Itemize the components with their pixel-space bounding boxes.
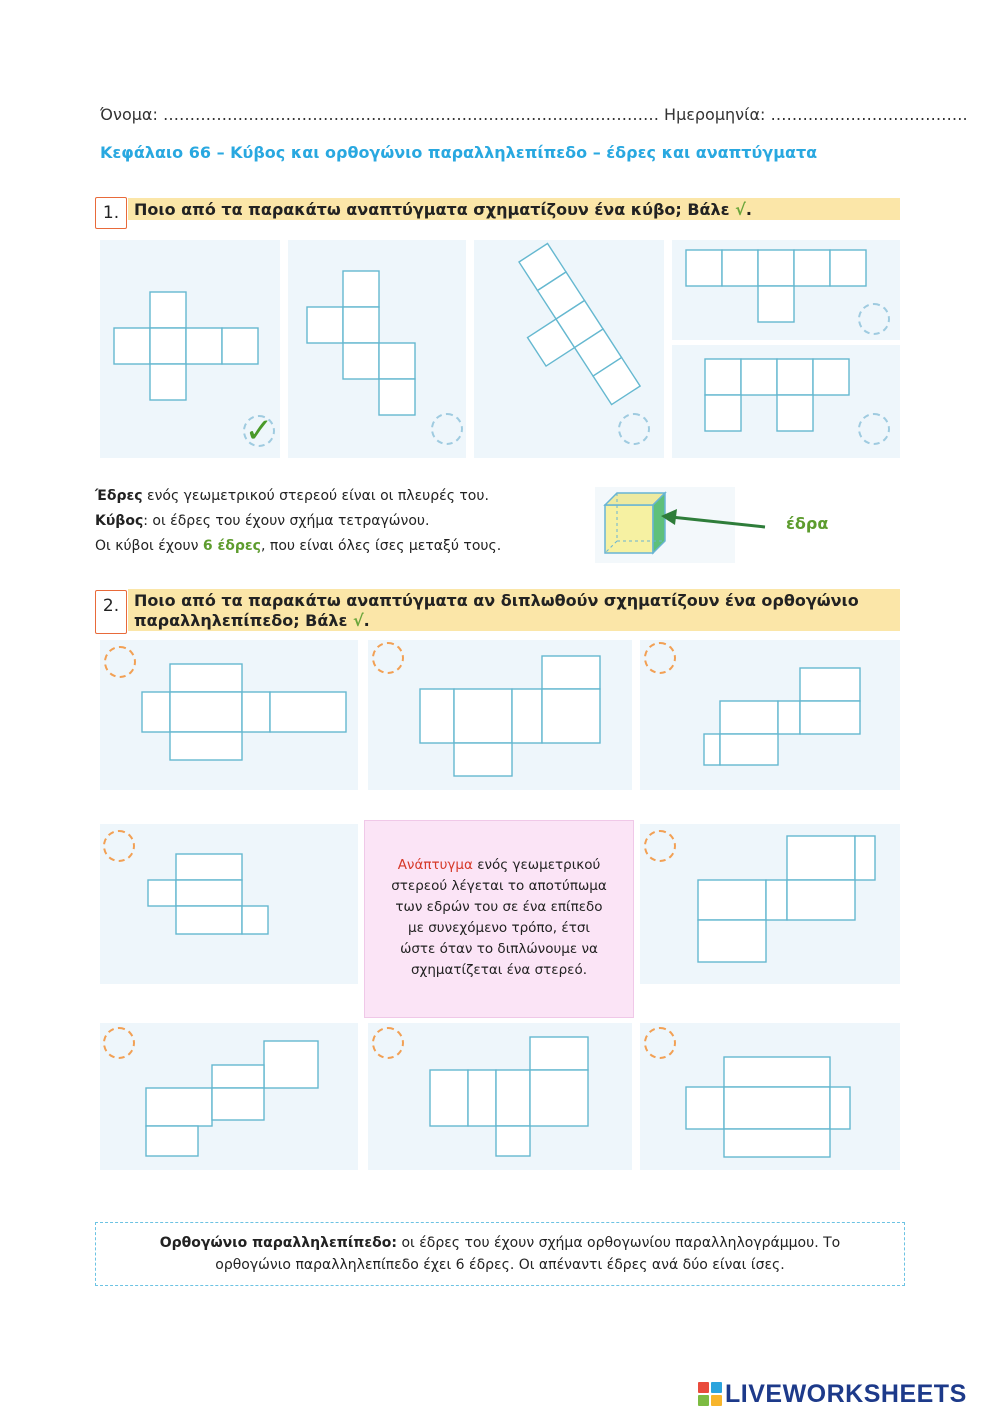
faces-definition bbox=[95, 488, 489, 504]
answer-circle-3[interactable] bbox=[618, 413, 650, 445]
box-net-option-8 bbox=[640, 1023, 900, 1170]
net-definition-line-3: των εδρών του σε ένα επίπεδο bbox=[395, 899, 603, 915]
logo-icon bbox=[698, 1382, 722, 1406]
question-1-label: Ποιο από τα παρακάτω αναπτύγματα σχηματίζουν ένα κύβο; Βάλε bbox=[134, 200, 730, 219]
answer-circle-13[interactable] bbox=[644, 1027, 676, 1059]
cube-net-option-2 bbox=[288, 240, 466, 458]
cube-definition bbox=[95, 513, 429, 529]
answer-circle-2[interactable] bbox=[431, 413, 463, 445]
header-line bbox=[100, 105, 968, 124]
question-2-text bbox=[128, 589, 900, 631]
box-net-option-2 bbox=[368, 640, 632, 790]
cube-net-option-3 bbox=[474, 240, 664, 458]
net-definition-line-6: σχηματίζεται ένα στερεό. bbox=[410, 962, 588, 978]
chapter-title: Κεφάλαιο 66 – Κύβος και ορθογώνιο παραλληλεπίπεδο – έδρες και αναπτύγματα bbox=[100, 143, 818, 162]
cube-faces-number: 6 έδρες bbox=[202, 538, 261, 554]
faces-term: Έδρες bbox=[95, 488, 143, 504]
logo-text: LIVEWORKSHEETS bbox=[725, 1379, 967, 1408]
cuboid-definition-line-1 bbox=[96, 1232, 904, 1254]
date-input-dots[interactable]: ………………………………. bbox=[770, 105, 968, 124]
net-definition-box bbox=[364, 820, 634, 1018]
net-definition-line-5: ώστε όταν το διπλώνουμε να bbox=[400, 941, 598, 957]
name-input-dots[interactable]: ………………………………………………………………………………… bbox=[162, 105, 659, 124]
net-term: Ανάπτυγμα bbox=[397, 857, 473, 873]
question-2-end: . bbox=[363, 611, 370, 630]
cuboid-definition-box bbox=[95, 1222, 905, 1286]
box-net-option-1 bbox=[100, 640, 358, 790]
cuboid-definition-rest: οι έδρες του έχουν σχήμα ορθογωνίου παραλληλογράμμου. Το bbox=[397, 1235, 841, 1251]
question-2-line-1: Ποιο από τα παρακάτω αναπτύγματα αν διπλωθούν σχηματίζουν ένα ορθογώνιο bbox=[134, 591, 859, 610]
box-net-6-drawing bbox=[100, 1023, 358, 1170]
check-symbol-2: √ bbox=[352, 611, 364, 630]
date-label: Ημερομηνία: bbox=[664, 105, 766, 124]
box-net-7-drawing bbox=[368, 1023, 632, 1170]
faces-definition-text: ενός γεωμετρικού στερεού είναι οι πλευρές του. bbox=[142, 488, 489, 504]
box-net-2-drawing bbox=[368, 640, 632, 790]
box-net-option-4 bbox=[100, 824, 358, 984]
liveworksheets-logo bbox=[698, 1381, 967, 1407]
cube-net-option-5 bbox=[672, 345, 900, 458]
box-net-option-7 bbox=[368, 1023, 632, 1170]
box-net-3-drawing bbox=[640, 640, 900, 790]
answer-circle-1[interactable] bbox=[243, 411, 275, 451]
answer-circle-4[interactable] bbox=[858, 303, 890, 335]
answer-circle-12[interactable] bbox=[372, 1027, 404, 1059]
cuboid-term: Ορθογώνιο παραλληλεπίπεδο: bbox=[159, 1235, 397, 1251]
name-label: Όνομα: bbox=[100, 105, 158, 124]
checkmark-icon: ✓ bbox=[244, 411, 274, 451]
cube-faces-count bbox=[95, 538, 501, 554]
net-definition-line-1 bbox=[365, 855, 633, 876]
answer-circle-10[interactable] bbox=[644, 830, 676, 862]
cube-definition-text: : οι έδρες του έχουν σχήμα τετραγώνου. bbox=[143, 513, 430, 529]
box-net-option-3 bbox=[640, 640, 900, 790]
question-2-line-2-wrap bbox=[134, 611, 894, 631]
question-1-text bbox=[128, 198, 900, 220]
cube-net-option-4 bbox=[672, 240, 900, 340]
cuboid-definition-line-2: ορθογώνιο παραλληλεπίπεδο έχει 6 έδρες. Οι απέναντι έδρες ανά δύο είναι ίσες. bbox=[215, 1257, 785, 1273]
answer-circle-11[interactable] bbox=[103, 1027, 135, 1059]
answer-circle-8[interactable] bbox=[644, 642, 676, 674]
net-definition-line-2: στερεού λέγεται το αποτύπωμα bbox=[391, 878, 607, 894]
box-net-5-drawing bbox=[640, 824, 900, 984]
box-net-8-drawing bbox=[640, 1023, 900, 1170]
cube-faces-text-b: , που είναι όλες ίσες μεταξύ τους. bbox=[260, 538, 502, 554]
cube-net-option-1 bbox=[100, 240, 280, 458]
face-label: έδρα bbox=[786, 514, 829, 533]
question-1-number: 1. bbox=[95, 197, 127, 229]
box-net-1-drawing bbox=[100, 640, 358, 790]
box-net-4-drawing bbox=[100, 824, 358, 984]
answer-circle-5[interactable] bbox=[858, 413, 890, 445]
net-definition-line-1-rest: ενός γεωμετρικού bbox=[472, 857, 601, 873]
answer-circle-9[interactable] bbox=[103, 830, 135, 862]
question-1-end: . bbox=[745, 200, 752, 219]
cube-faces-text-a: Οι κύβοι έχουν bbox=[95, 538, 203, 554]
cube-term: Κύβος bbox=[95, 513, 144, 529]
cube-illustration bbox=[595, 487, 805, 563]
check-symbol: √ bbox=[735, 200, 746, 219]
box-net-option-5 bbox=[640, 824, 900, 984]
net-definition-line-4: με συνεχόμενο τρόπο, έτσι bbox=[408, 920, 590, 936]
question-2-number: 2. bbox=[95, 590, 127, 634]
question-2-line-2: παραλληλεπίπεδο; Βάλε bbox=[134, 611, 348, 630]
answer-circle-6[interactable] bbox=[104, 646, 136, 678]
box-net-option-6 bbox=[100, 1023, 358, 1170]
answer-circle-7[interactable] bbox=[372, 642, 404, 674]
